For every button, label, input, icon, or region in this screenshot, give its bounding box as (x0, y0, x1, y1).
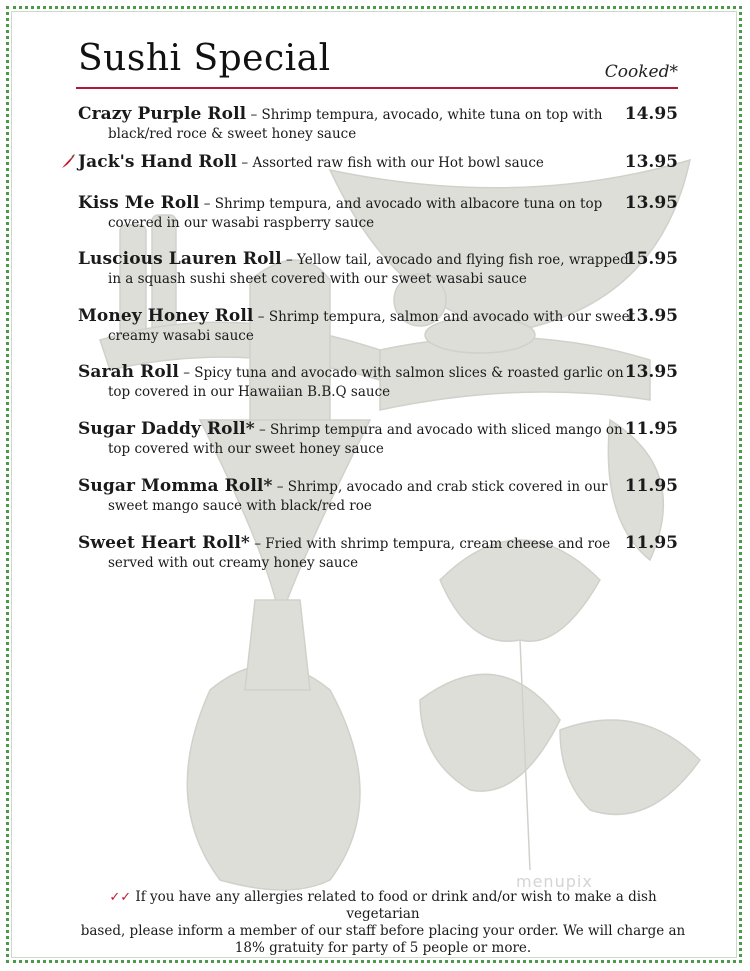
page-title: Sushi Special (78, 38, 331, 79)
title-divider (76, 87, 678, 89)
item-name: Sweet Heart Roll* (78, 533, 250, 553)
menu-item (78, 193, 678, 232)
item-description-cont: top covered with our sweet honey sauce (108, 441, 384, 457)
item-description: – Shrimp tempura, avocado, white tuna on top with (246, 107, 603, 123)
item-description: – Yellow tail, avocado and flying fish roe, wrapped (281, 252, 629, 268)
item-description: – Shrimp tempura and avocado with sliced mango on (254, 422, 623, 438)
item-price: 13.95 (624, 152, 678, 172)
item-name: Jack's Hand Roll (78, 152, 238, 172)
item-description-cont: black/red roce & sweet honey sauce (108, 126, 357, 142)
item-name: Sugar Momma Roll* (78, 476, 273, 496)
item-name: Sarah Roll (78, 362, 179, 382)
item-name: Kiss Me Roll (78, 193, 200, 213)
item-description-cont: creamy wasabi sauce (108, 328, 254, 344)
item-description: – Shrimp tempura, salmon and avocado with our sweet (253, 309, 636, 325)
item-description-cont: in a squash sushi sheet covered with our sweet wasabi sauce (108, 271, 527, 287)
item-price: 13.95 (624, 362, 678, 382)
menu-item (78, 306, 678, 345)
item-description-cont: top covered in our Hawaiian B.B.Q sauce (108, 384, 391, 400)
item-price: 14.95 (624, 104, 678, 124)
item-name: Crazy Purple Roll (78, 104, 247, 124)
item-price: 13.95 (624, 193, 678, 213)
item-description: – Shrimp tempura, and avocado with albacore tuna on top (199, 196, 603, 212)
menu-item (78, 152, 678, 173)
notice-line: 18% gratuity for party of 5 people or more. (234, 940, 532, 956)
item-description: – Assorted raw fish with our Hot bowl sauce (237, 155, 544, 171)
item-description-cont: sweet mango sauce with black/red roe (108, 498, 372, 514)
item-description-cont: served with out creamy honey sauce (108, 555, 359, 571)
allergy-notice (78, 889, 688, 957)
menu-item (78, 476, 678, 515)
chili-pepper-icon (60, 153, 76, 169)
item-description-cont: covered in our wasabi raspberry sauce (108, 215, 375, 231)
menu-item (78, 533, 678, 572)
item-description: – Spicy tuna and avocado with salmon slices & roasted garlic on (178, 365, 624, 381)
item-name: Money Honey Roll (78, 306, 254, 326)
watermark: menupix (516, 872, 593, 891)
notice-line: based, please inform a member of our staff before placing your order. We will charge an (80, 923, 686, 939)
item-name: Luscious Lauren Roll (78, 249, 282, 269)
item-price: 11.95 (624, 533, 678, 553)
notice-line: If you have any allergies related to food or drink and/or wish to make a dish vegetarian (135, 889, 657, 922)
item-price: 13.95 (624, 306, 678, 326)
checkmark-icon: ✓✓ (109, 890, 132, 905)
item-description: – Fried with shrimp tempura, cream cheese and roe (249, 536, 611, 552)
item-price: 15.95 (624, 249, 678, 269)
menu-item (78, 419, 678, 458)
menu-item (78, 362, 678, 401)
item-name: Sugar Daddy Roll* (78, 419, 255, 439)
menu-item (78, 104, 678, 143)
item-price: 11.95 (624, 476, 678, 496)
cooked-note: Cooked* (604, 62, 678, 82)
item-price: 11.95 (624, 419, 678, 439)
item-description: – Shrimp, avocado and crab stick covered in our (272, 479, 608, 495)
menu-item (78, 249, 678, 288)
